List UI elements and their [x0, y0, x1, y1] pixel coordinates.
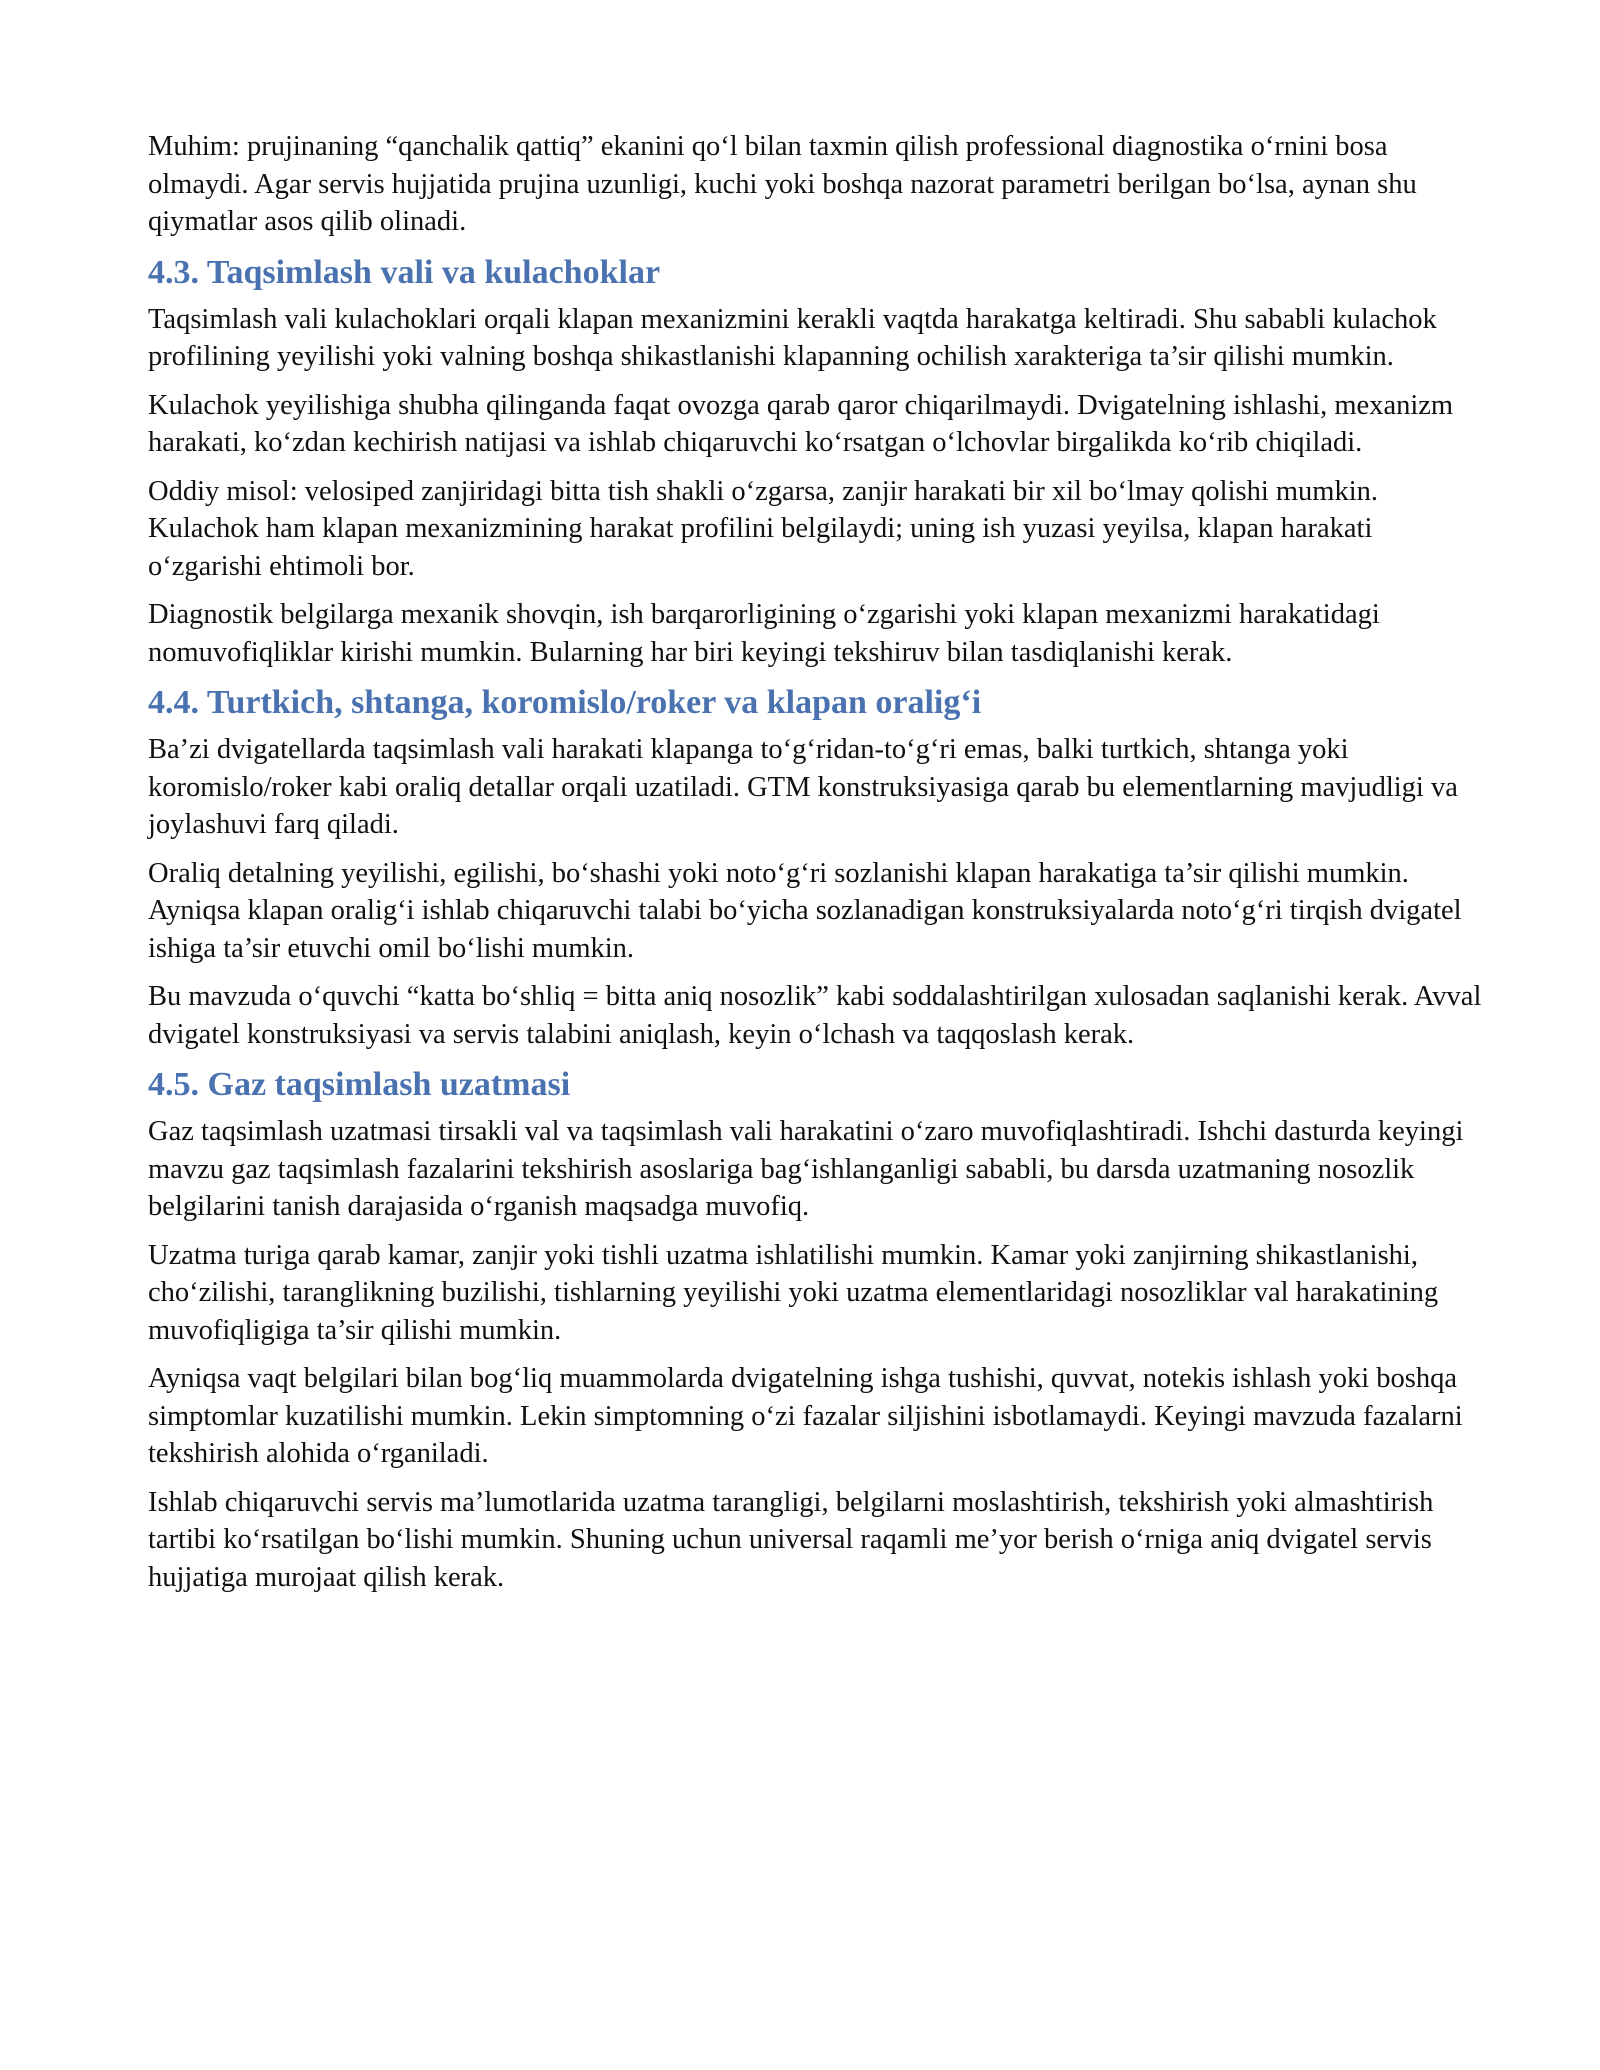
document-page [148, 128, 1486, 1607]
paragraph-simplified-conclusion-warning: Bu mavzuda o‘quvchi “katta bo‘shliq = bitta aniq nosozlik” kabi soddalashtirilgan xulosadan saqlanishi kerak. Avval dvigatel konstruksiyasi va servis talabini aniqlash, keyin o‘lchash va taqqoslash kerak. [148, 981, 1482, 1050]
paragraph-intermediate-wear: Oraliq detalning yeyilishi, egilishi, bo‘shashi yoki noto‘g‘ri sozlanishi klapan harakatiga ta’sir qilishi mumkin. Ayniqsa klapan oralig‘i ishlab chiqaruvchi talabi bo‘yicha sozlanadigan konstruksiyalarda noto‘g‘ri tirqish dvigatel ishiga ta’sir etuvchi omil bo‘lishi mumkin. [148, 857, 1462, 964]
heading-camshaft-and-cams: 4.3. Taqsimlash vali va kulachoklar [148, 253, 661, 291]
paragraph-timing-marks-symptoms: Ayniqsa vaqt belgilari bilan bog‘liq muammolarda dvigatelning ishga tushishi, quvvat, notekis ishlash yoki boshqa simptomlar kuzatilishi mumkin. Lekin simptomning o‘zi fazalar siljishini isbotlamaydi. Keyingi mavzuda fazalarni tekshirish alohida o‘rganiladi. [148, 1363, 1463, 1469]
paragraph-intermediate-parts: Ba’zi dvigatellarda taqsimlash vali harakati klapanga to‘g‘ridan-to‘g‘ri emas, balki turtkich, shtanga yoki koromislo/roker kabi oraliq detallar orqali uzatiladi. GTM konstruksiyasiga qarab bu elementlarning mavjudligi va joylashuvi farq qiladi. [148, 734, 1458, 840]
heading-pushrod-rocker-clearance: 4.4. Turtkich, shtanga, koromislo/roker va klapan oralig‘i [148, 684, 982, 721]
paragraph-camshaft-intro: Taqsimlash vali kulachoklari orqali klapan mexanizmini kerakli vaqtda harakatga keltiradi. Shu sababli kulachok profilining yeyilishi yoki valning boshqa shikastlanishi klapanning ochilish xarakteriga ta’sir qilishi mumkin. [148, 303, 1437, 372]
paragraph-diagnostic-signs: Diagnostik belgilarga mexanik shovqin, ish barqarorligining o‘zgarishi yoki klapan mexanizmi harakatidagi nomuvofiqliklar kirishi mumkin. Bularning har biri keyingi tekshiruv bilan tasdiqlanishi kerak. [148, 599, 1380, 668]
paragraph-drive-types: Uzatma turiga qarab kamar, zanjir yoki tishli uzatma ishlatilishi mumkin. Kamar yoki zanjirning shikastlanishi, cho‘zilishi, taranglikning buzilishi, tishlarning yeyilishi yoki uzatma elementlaridagi nosozliklar val harakatining muvofiqligiga ta’sir qilishi mumkin. [148, 1239, 1439, 1346]
paragraph-bicycle-chain-example: Oddiy misol: velosiped zanjiridagi bitta tish shakli o‘zgarsa, zanjir harakati bir xil bo‘lmay qolishi mumkin. Kulachok ham klapan mexanizmining harakat profilini belgilaydi; uning ish yuzasi yeyilsa, klapan harakati o‘zgarishi ehtimoli bor. [148, 475, 1379, 582]
paragraph-cam-wear-diagnosis: Kulachok yeyilishiga shubha qilinganda faqat ovozga qarab qaror chiqarilmaydi. Dvigatelning ishlashi, mexanizm harakati, ko‘zdan kechirish natijasi va ishlab chiqaruvchi ko‘rsatgan o‘lchovlar birgalikda ko‘rib chiqiladi. [148, 389, 1454, 458]
heading-timing-drive: 4.5. Gaz taqsimlash uzatmasi [148, 1066, 571, 1103]
paragraph-service-data: Ishlab chiqaruvchi servis ma’lumotlarida uzatma tarangligi, belgilarni moslashtirish, tekshirish yoki almashtirish tartibi ko‘rsatilgan bo‘lishi mumkin. Shuning uchun universal raqamli me’yor berish o‘rniga aniq dvigatel servis hujjatiga murojaat qilish kerak. [148, 1486, 1434, 1593]
paragraph-timing-drive-intro: Gaz taqsimlash uzatmasi tirsakli val va taqsimlash vali harakatini o‘zaro muvofiqlashtiradi. Ishchi dasturda keyingi mavzu gaz taqsimlash fazalarini tekshirish asoslariga bag‘ishlanganligi sababli, bu darsda uzatmaning nosozlik belgilarini tanish darajasida o‘rganish maqsadga muvofiq. [148, 1116, 1464, 1222]
paragraph-spring-note: Muhim: prujinaning “qanchalik qattiq” ekanini qo‘l bilan taxmin qilish professional diagnostika o‘rnini bosa olmaydi. Agar servis hujjatida prujina uzunligi, kuchi yoki boshqa nazorat parametri berilgan bo‘lsa, aynan shu qiymatlar asos qilib olinadi. [148, 131, 1417, 237]
